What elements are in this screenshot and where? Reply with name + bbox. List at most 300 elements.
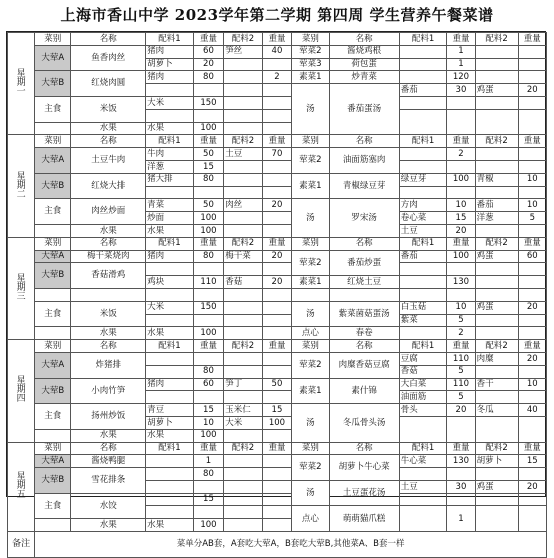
dish-category: 荤菜2 xyxy=(292,455,329,481)
ingredient: 大米 xyxy=(146,301,194,314)
weight xyxy=(262,365,291,378)
ingredient xyxy=(399,96,447,109)
ingredient: 香菇 xyxy=(224,276,263,289)
header-wt: 重量 xyxy=(193,237,224,250)
weight: 15 xyxy=(262,404,291,417)
dish-name: 鱼香肉丝 xyxy=(71,45,146,71)
dish-category xyxy=(35,122,71,135)
weight: 150 xyxy=(193,96,224,109)
weight: 60 xyxy=(193,378,224,391)
weight xyxy=(447,96,475,109)
day-char: 期 xyxy=(16,78,26,89)
ingredient xyxy=(475,160,518,173)
weight: 10 xyxy=(447,301,475,314)
ingredient: 玉米仁 xyxy=(224,404,263,417)
ingredient xyxy=(224,429,263,442)
header-wt: 重量 xyxy=(447,33,475,46)
ingredient xyxy=(475,109,518,135)
dish-category: 大荤B xyxy=(35,173,71,199)
weight: 100 xyxy=(447,173,475,186)
weight xyxy=(518,186,546,199)
weight xyxy=(447,416,475,442)
ingredient: 番茄 xyxy=(475,199,518,212)
ingredient: 鸡蛋 xyxy=(475,84,518,97)
ingredient: 白玉菇 xyxy=(399,301,447,314)
dish-name: 肉糜香菇豆腐 xyxy=(329,352,399,378)
weight: 10 xyxy=(193,416,224,429)
dish-name: 酱烧鸡根 xyxy=(329,45,399,58)
weight: 20 xyxy=(447,224,475,237)
weight: 80 xyxy=(193,468,224,481)
weight xyxy=(262,352,291,365)
weight xyxy=(447,263,475,276)
weight: 60 xyxy=(193,45,224,58)
menu-table xyxy=(6,31,546,550)
weight: 20 xyxy=(262,250,291,263)
dish-category: 汤 xyxy=(292,480,329,506)
header-ing2: 配料2 xyxy=(475,340,518,353)
ingredient xyxy=(224,109,263,122)
header-category: 菜别 xyxy=(292,237,329,250)
weight: 15 xyxy=(193,493,224,506)
header-wt: 重量 xyxy=(447,340,475,353)
weight: 15 xyxy=(193,160,224,173)
header-ing1: 配料1 xyxy=(146,237,194,250)
weight xyxy=(193,314,224,327)
ingredient xyxy=(224,301,263,314)
weight: 15 xyxy=(518,455,546,468)
weight: 100 xyxy=(193,327,224,340)
dish-category: 素菜1 xyxy=(292,276,329,289)
ingredient xyxy=(146,288,194,301)
day-label xyxy=(8,33,35,135)
weight: 10 xyxy=(518,199,546,212)
header-wt: 重量 xyxy=(262,33,291,46)
ingredient: 猪肉 xyxy=(146,250,194,263)
weight xyxy=(193,391,224,404)
weight: 130 xyxy=(447,276,475,289)
remark-label: 备注 xyxy=(8,532,35,558)
header-ing2: 配料2 xyxy=(224,442,263,455)
ingredient xyxy=(399,327,447,340)
header-name: 名称 xyxy=(71,442,146,455)
dish-name: 红烧大排 xyxy=(71,173,146,199)
ingredient: 香干 xyxy=(475,378,518,391)
weight xyxy=(262,519,291,532)
ingredient: 洋葱 xyxy=(475,212,518,225)
ingredient: 方肉 xyxy=(399,199,447,212)
ingredient xyxy=(475,71,518,84)
ingredient: 土豆 xyxy=(399,480,447,493)
weight xyxy=(518,365,546,378)
weight: 80 xyxy=(193,250,224,263)
dish-name: 米饭 xyxy=(71,301,146,327)
ingredient xyxy=(146,468,194,481)
weight xyxy=(193,109,224,122)
ingredient xyxy=(475,314,518,327)
weight xyxy=(518,263,546,276)
weight xyxy=(193,288,224,301)
ingredient xyxy=(475,224,518,237)
weight xyxy=(447,186,475,199)
dish-name: 小肉竹笋 xyxy=(71,378,146,404)
dish-name: 肉丝炒面 xyxy=(71,199,146,225)
header-name: 名称 xyxy=(329,33,399,46)
dish-category: 荤菜3 xyxy=(292,58,329,71)
weight: 100 xyxy=(193,519,224,532)
header-wt: 重量 xyxy=(518,237,546,250)
weight xyxy=(518,58,546,71)
header-ing2: 配料2 xyxy=(475,442,518,455)
dish-category: 主食 xyxy=(35,493,71,519)
ingredient: 胡萝卜 xyxy=(146,416,194,429)
header-name: 名称 xyxy=(329,135,399,148)
ingredient: 大白菜 xyxy=(399,378,447,391)
weight: 100 xyxy=(193,224,224,237)
day-char: 三 xyxy=(16,291,26,302)
dish-name: 土豆蛋花汤 xyxy=(329,480,399,506)
ingredient xyxy=(224,391,263,404)
weight: 2 xyxy=(447,327,475,340)
header-name: 名称 xyxy=(329,237,399,250)
day-char: 期 xyxy=(16,385,26,396)
ingredient: 猪肉 xyxy=(146,378,194,391)
dish-category: 主食 xyxy=(35,301,71,327)
header-ing1: 配料1 xyxy=(399,33,447,46)
ingredient xyxy=(224,71,263,84)
weight: 100 xyxy=(193,212,224,225)
dish-category: 大荤A xyxy=(35,250,71,263)
weight: 5 xyxy=(447,365,475,378)
dish-category: 大荤A xyxy=(35,45,71,71)
table-row xyxy=(8,352,547,365)
weight xyxy=(518,109,546,135)
ingredient xyxy=(146,352,194,365)
dish-name: 冬瓜骨头汤 xyxy=(329,404,399,442)
header-wt: 重量 xyxy=(518,135,546,148)
ingredient: 油面筋 xyxy=(399,391,447,404)
ingredient xyxy=(146,314,194,327)
weight xyxy=(193,480,224,493)
table-row xyxy=(8,71,547,84)
weight: 70 xyxy=(262,148,291,161)
ingredient xyxy=(399,71,447,84)
day-char: 四 xyxy=(16,394,26,405)
weight xyxy=(262,58,291,71)
header-ing1: 配料1 xyxy=(399,340,447,353)
dish-category: 素菜1 xyxy=(292,71,329,84)
header-name: 名称 xyxy=(329,442,399,455)
dish-name: 素什锦 xyxy=(329,378,399,404)
dish-name: 水果 xyxy=(71,224,146,237)
ingredient: 牛心菜 xyxy=(399,455,447,468)
weight: 20 xyxy=(447,404,475,417)
dish-name: 红烧土豆 xyxy=(329,276,399,289)
weight: 20 xyxy=(262,199,291,212)
ingredient xyxy=(224,58,263,71)
dish-category: 荤菜2 xyxy=(292,148,329,174)
weight xyxy=(518,506,546,532)
table-row xyxy=(8,173,547,186)
ingredient xyxy=(224,468,263,481)
dish-category: 主食 xyxy=(35,96,71,122)
weight: 100 xyxy=(193,122,224,135)
dish-name: 胡萝卜牛心菜 xyxy=(329,455,399,481)
weight: 120 xyxy=(447,71,475,84)
dish-category: 汤 xyxy=(292,199,329,237)
ingredient xyxy=(475,468,518,481)
ingredient xyxy=(399,45,447,58)
ingredient xyxy=(224,352,263,365)
ingredient xyxy=(475,365,518,378)
dish-name: 米饭 xyxy=(71,96,146,122)
header-name: 名称 xyxy=(71,340,146,353)
weight xyxy=(262,288,291,301)
table-row xyxy=(8,378,547,391)
remark-row xyxy=(8,532,547,558)
table-row xyxy=(8,327,547,340)
ingredient xyxy=(224,224,263,237)
weight: 80 xyxy=(193,71,224,84)
table-row xyxy=(8,340,547,353)
ingredient xyxy=(399,109,447,135)
weight: 1 xyxy=(447,506,475,532)
header-ing1: 配料1 xyxy=(399,135,447,148)
ingredient: 牛肉 xyxy=(146,148,194,161)
dish-name: 罗宋汤 xyxy=(329,199,399,237)
weight: 110 xyxy=(447,352,475,365)
ingredient: 土豆 xyxy=(399,224,447,237)
table-row xyxy=(8,288,547,301)
weight xyxy=(262,301,291,314)
dish-category: 汤 xyxy=(292,404,329,442)
weight: 40 xyxy=(518,404,546,417)
dish-category xyxy=(35,288,71,301)
dish-name: 酱烧鸭腿 xyxy=(71,455,146,468)
ingredient xyxy=(224,314,263,327)
weight: 110 xyxy=(193,276,224,289)
weight: 20 xyxy=(518,301,546,314)
weight: 10 xyxy=(447,199,475,212)
ingredient xyxy=(399,263,447,276)
ingredient: 番茄 xyxy=(399,84,447,97)
ingredient xyxy=(146,84,194,97)
weight xyxy=(262,314,291,327)
ingredient: 鸡块 xyxy=(146,276,194,289)
dish-category xyxy=(35,327,71,340)
header-category: 菜别 xyxy=(292,33,329,46)
weight: 100 xyxy=(262,416,291,429)
weight xyxy=(518,160,546,173)
ingredient xyxy=(399,186,447,199)
ingredient xyxy=(224,84,263,97)
ingredient xyxy=(224,122,263,135)
table-row xyxy=(8,301,547,314)
header-category: 菜别 xyxy=(292,340,329,353)
dish-name: 番茄炒蛋 xyxy=(329,250,399,276)
weight: 2 xyxy=(447,148,475,161)
ingredient xyxy=(224,212,263,225)
day-char: 星 xyxy=(16,171,26,182)
ingredient: 猪肉 xyxy=(146,71,194,84)
weight xyxy=(262,455,291,468)
weight xyxy=(262,263,291,276)
ingredient: 水果 xyxy=(146,122,194,135)
ingredient: 青菜 xyxy=(146,199,194,212)
ingredient: 猪肉 xyxy=(146,45,194,58)
weight: 1 xyxy=(447,58,475,71)
weight xyxy=(518,416,546,442)
header-name: 名称 xyxy=(71,135,146,148)
weight xyxy=(193,186,224,199)
header-wt: 重量 xyxy=(447,442,475,455)
dish-category: 素菜1 xyxy=(292,173,329,199)
ingredient xyxy=(146,480,194,493)
table-row xyxy=(8,455,547,468)
weight xyxy=(193,506,224,519)
table-row xyxy=(8,263,547,276)
ingredient: 香菇 xyxy=(399,365,447,378)
ingredient xyxy=(399,148,447,161)
header-category: 菜别 xyxy=(35,340,71,353)
weight xyxy=(262,224,291,237)
dish-category: 大荤B xyxy=(35,468,71,494)
header-wt: 重量 xyxy=(262,135,291,148)
ingredient xyxy=(146,263,194,276)
ingredient xyxy=(399,506,447,532)
dish-name: 梅干菜烧肉 xyxy=(71,250,146,263)
weight: 50 xyxy=(193,199,224,212)
dish-name: 雪花排条 xyxy=(71,468,146,494)
ingredient: 笋丝 xyxy=(224,45,263,58)
dish-name xyxy=(329,288,399,301)
dish-category: 大荤B xyxy=(35,71,71,97)
header-ing1: 配料1 xyxy=(146,135,194,148)
dish-category: 荤菜2 xyxy=(292,250,329,276)
table-row xyxy=(8,199,547,212)
weight: 130 xyxy=(447,455,475,468)
header-ing1: 配料1 xyxy=(146,33,194,46)
weight: 20 xyxy=(193,58,224,71)
weight: 15 xyxy=(193,404,224,417)
header-ing2: 配料2 xyxy=(475,237,518,250)
ingredient: 鸡蛋 xyxy=(475,480,518,493)
ingredient xyxy=(399,160,447,173)
ingredient xyxy=(475,416,518,442)
ingredient xyxy=(224,96,263,109)
weight xyxy=(518,96,546,109)
ingredient: 青椒 xyxy=(475,173,518,186)
weight: 50 xyxy=(193,148,224,161)
weight: 30 xyxy=(447,480,475,493)
ingredient: 水果 xyxy=(146,429,194,442)
weight: 2 xyxy=(262,71,291,84)
weight: 20 xyxy=(518,352,546,365)
header-wt: 重量 xyxy=(262,442,291,455)
weight: 60 xyxy=(518,250,546,263)
dish-category: 主食 xyxy=(35,199,71,225)
ingredient xyxy=(224,173,263,186)
day-char: 一 xyxy=(16,87,26,98)
weight: 100 xyxy=(193,429,224,442)
dish-name: 水果 xyxy=(71,122,146,135)
weight: 1 xyxy=(193,455,224,468)
weight xyxy=(262,186,291,199)
weight xyxy=(193,84,224,97)
table-row xyxy=(8,468,547,481)
ingredient: 绿豆芽 xyxy=(399,173,447,186)
table-row xyxy=(8,96,547,109)
ingredient xyxy=(399,416,447,442)
weight: 10 xyxy=(518,173,546,186)
dish-category: 大荤A xyxy=(35,148,71,174)
header-category: 菜别 xyxy=(35,135,71,148)
dish-category xyxy=(292,288,329,301)
dish-name: 萌萌猫爪糕 xyxy=(329,506,399,532)
weight: 40 xyxy=(262,45,291,58)
ingredient: 紫菜 xyxy=(399,314,447,327)
weight: 110 xyxy=(447,378,475,391)
weight xyxy=(518,288,546,301)
weight xyxy=(262,173,291,186)
dish-name: 水饺 xyxy=(71,493,146,519)
ingredient xyxy=(224,288,263,301)
dish-name: 春卷 xyxy=(329,327,399,340)
weight xyxy=(262,212,291,225)
weight xyxy=(193,263,224,276)
ingredient: 番茄 xyxy=(399,250,447,263)
ingredient: 鸡蛋 xyxy=(475,301,518,314)
weight xyxy=(447,468,475,481)
weight xyxy=(518,327,546,340)
ingredient: 大米 xyxy=(224,416,263,429)
ingredient: 卷心菜 xyxy=(399,212,447,225)
header-name: 名称 xyxy=(71,33,146,46)
table-row xyxy=(8,33,547,46)
weight: 20 xyxy=(262,276,291,289)
table-row xyxy=(8,45,547,58)
weight xyxy=(262,160,291,173)
dish-name: 油面筋塞肉 xyxy=(329,148,399,174)
page-title: 上海市香山中学 2023学年第二学期 第四周 学生营养午餐菜谱 xyxy=(60,6,494,24)
ingredient: 洋葱 xyxy=(146,160,194,173)
ingredient xyxy=(224,186,263,199)
header-ing2: 配料2 xyxy=(224,340,263,353)
ingredient: 炒面 xyxy=(146,212,194,225)
dish-name: 水果 xyxy=(71,429,146,442)
ingredient: 笋丁 xyxy=(224,378,263,391)
dish-category xyxy=(35,224,71,237)
menu-grid xyxy=(7,32,547,558)
dish-category: 大荤B xyxy=(35,263,71,289)
dish-category: 素菜1 xyxy=(292,378,329,404)
header-category: 菜别 xyxy=(35,33,71,46)
ingredient xyxy=(224,519,263,532)
weight xyxy=(193,352,224,365)
header-wt: 重量 xyxy=(193,442,224,455)
header-wt: 重量 xyxy=(262,237,291,250)
day-char: 五 xyxy=(16,490,26,501)
weight xyxy=(518,391,546,404)
ingredient xyxy=(475,45,518,58)
ingredient: 豆腐 xyxy=(399,352,447,365)
weight: 20 xyxy=(518,480,546,493)
dish-name: 红烧肉圆 xyxy=(71,71,146,97)
dish-category: 大荤B xyxy=(35,378,71,404)
header-wt: 重量 xyxy=(262,340,291,353)
weight xyxy=(262,468,291,481)
ingredient xyxy=(146,186,194,199)
